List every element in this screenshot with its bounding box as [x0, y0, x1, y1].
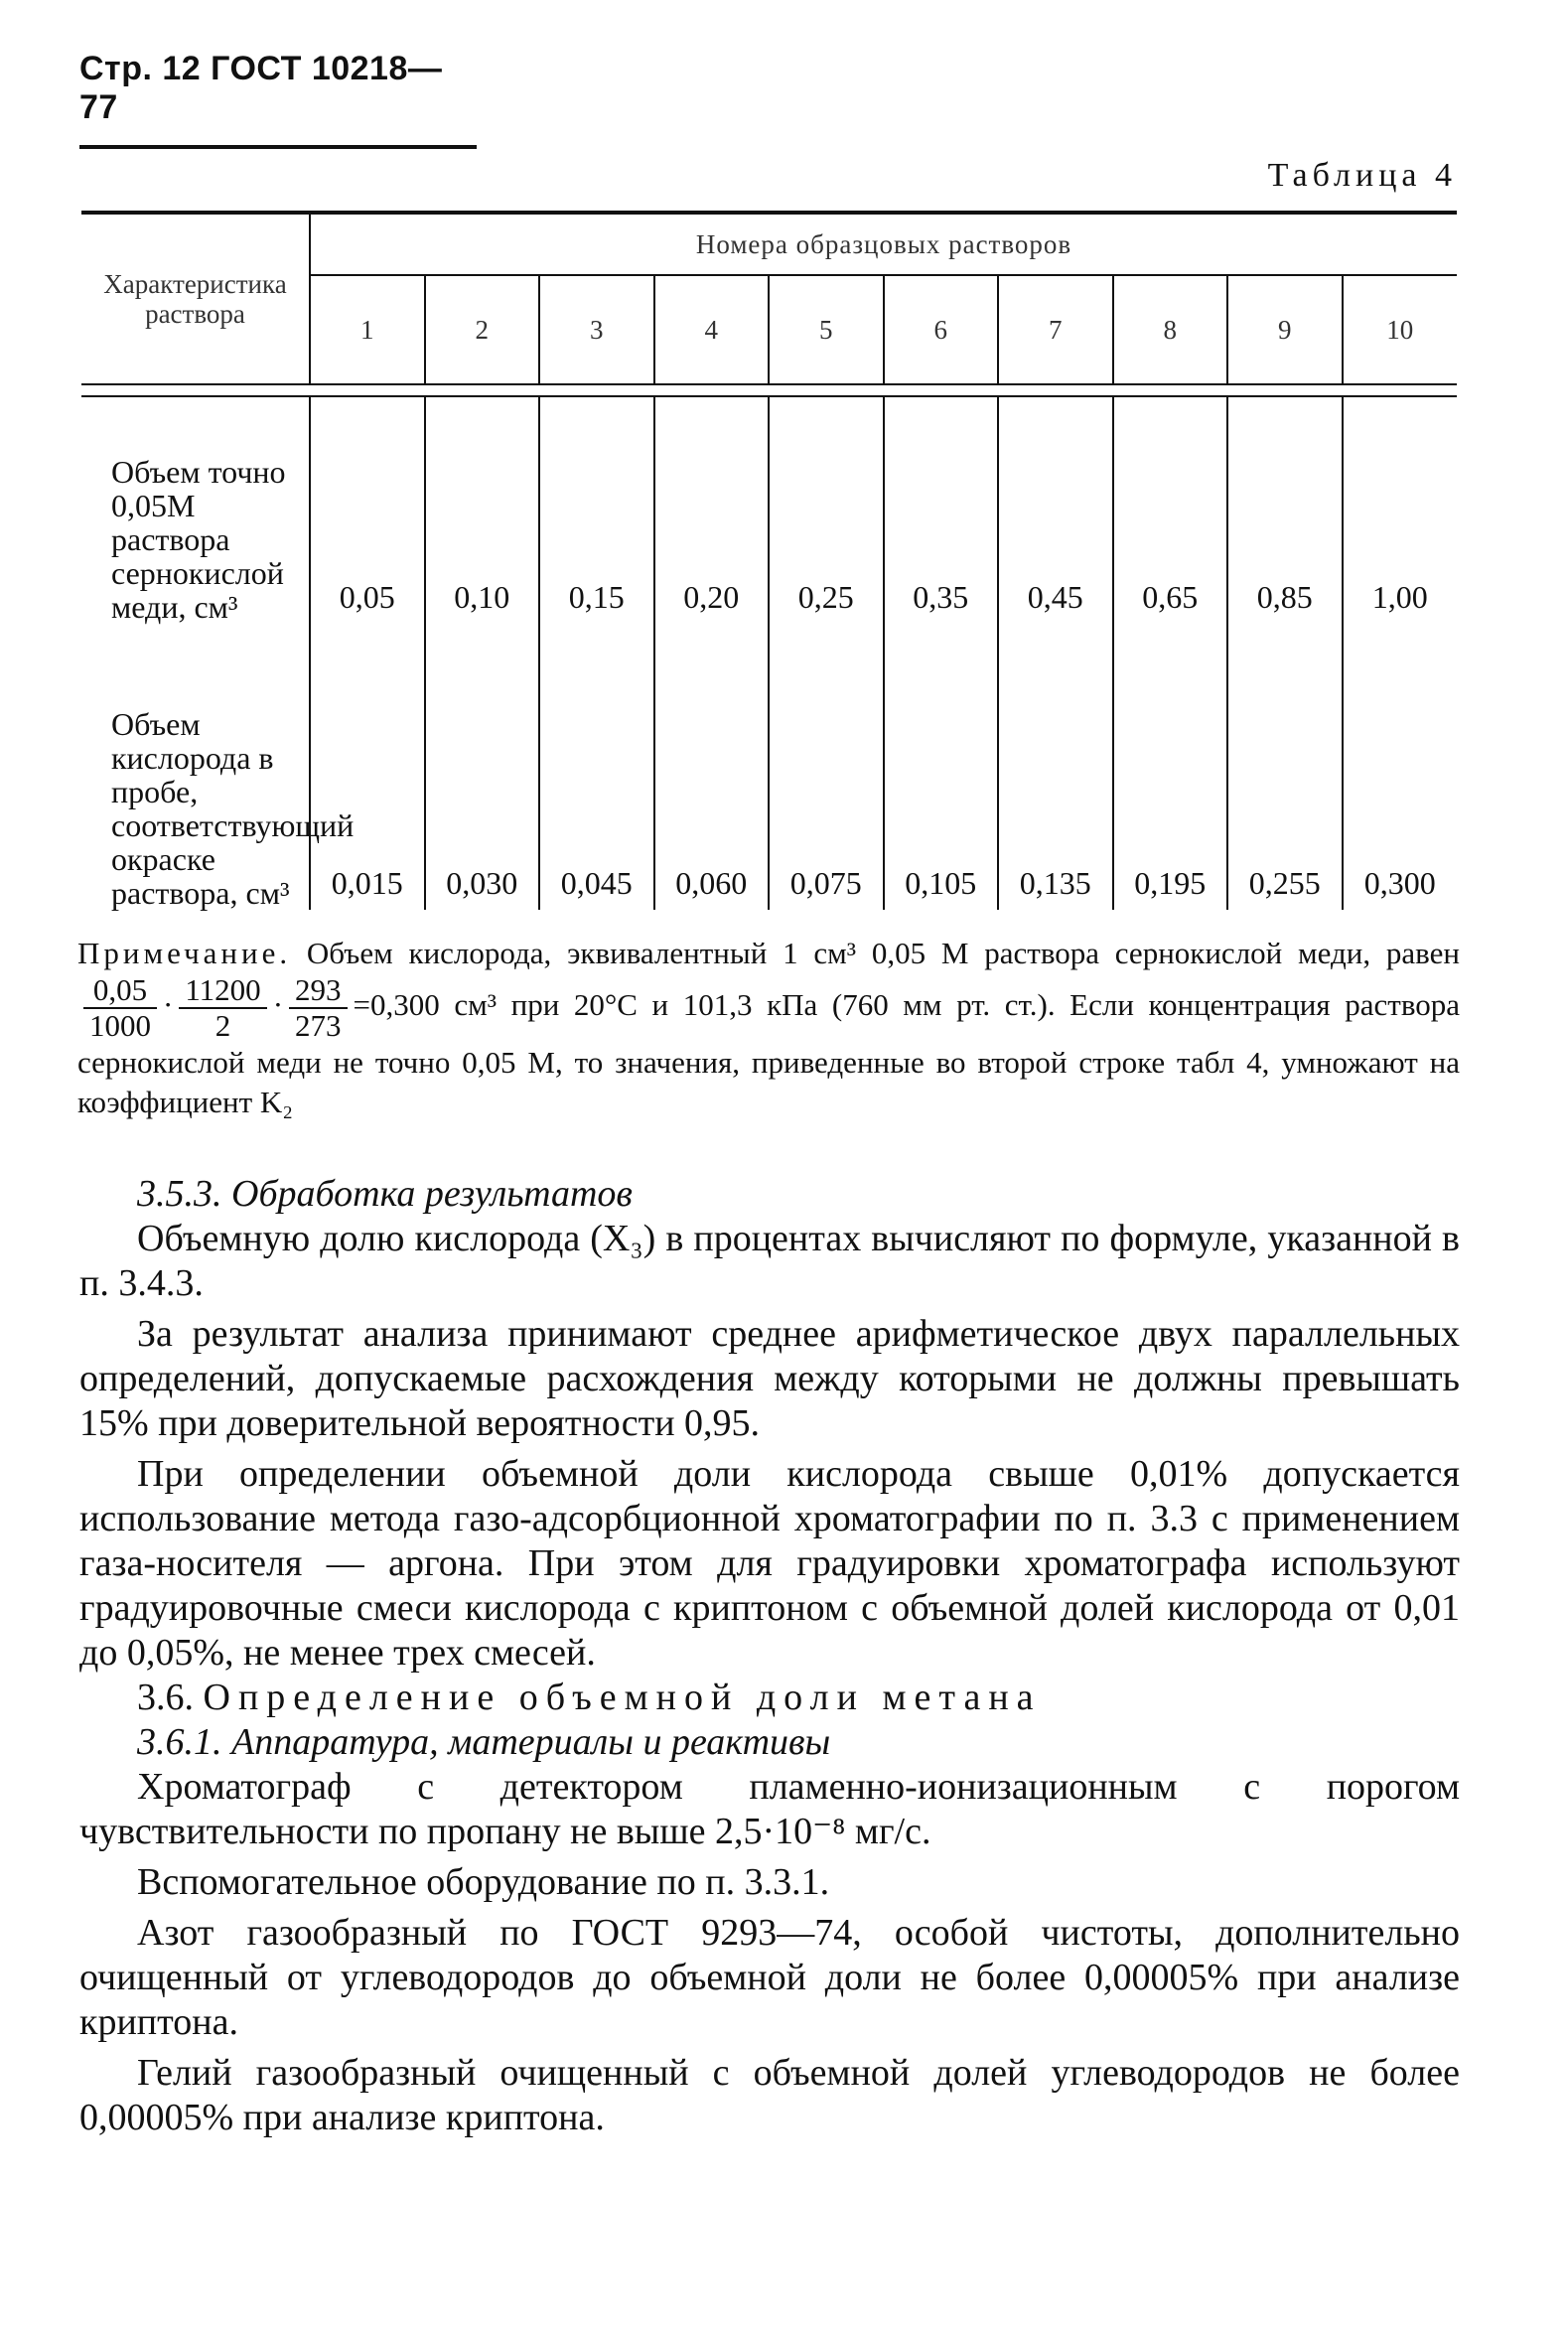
paragraph: При определении объемной доли кислорода свыше 0,01% допускается использование метода газо-адсорбционной хроматографии по п. 3.3 с применением газа-носителя — аргона. При этом для градуировки хроматографа используют градуировочные смеси кислорода с криптоном с объемной долей кислорода от 0,01 до 0,05%, не менее трех смесей. — [79, 1453, 1460, 1674]
table-4 — [81, 211, 1457, 910]
column-header: 8 — [1113, 275, 1228, 384]
column-header: 5 — [769, 275, 884, 384]
paragraph: Азот газообразный по ГОСТ 9293—74, особой чистоты, дополнительно очищенный от углеводородов до объемной доли не более 0,00005% при анализе криптона. — [79, 1912, 1460, 2043]
header-double-rule — [81, 384, 1457, 396]
column-header: 6 — [884, 275, 999, 384]
column-header: 9 — [1227, 275, 1343, 384]
page-header-text: Стр. 12 ГОСТ 10218—77 — [79, 50, 443, 126]
section-3-6-title: 3.6. Определение объемной доли метана — [137, 1677, 1042, 1718]
table-cell: 1,00 — [1371, 579, 1428, 615]
table-cell: 0,15 — [539, 396, 654, 624]
row-label: Объем кислорода в пробе, соответствующий окраске раствора, см³ — [81, 624, 310, 910]
table-cell: 0,195 — [1113, 624, 1228, 910]
table-cell: 0,35 — [884, 396, 999, 624]
note-lead: Примечание. — [77, 936, 292, 970]
table-cell: 0,300 — [1363, 865, 1436, 901]
fraction: $\frac{11200}{2}$ — [179, 973, 266, 1043]
table-row — [81, 624, 1457, 910]
table-cell: 0,45 — [998, 396, 1113, 624]
note-text-1: Объем кислорода, эквивалентный 1 см³ 0,05 М раствора сернокислой меди, равен — [306, 936, 1460, 970]
table-cell: 0,85 — [1227, 396, 1343, 624]
table-cell: 0,075 — [769, 624, 884, 910]
table-cell: 0,25 — [769, 396, 884, 624]
column-header: 10 — [1386, 314, 1414, 345]
table-cell: 0,060 — [654, 624, 770, 910]
table-row — [81, 396, 1457, 624]
section-3-6-1-title: 3.6.1. Аппаратура, материалы и реактивы — [137, 1721, 831, 1763]
table-cell: 0,045 — [539, 624, 654, 910]
column-header: 4 — [654, 275, 770, 384]
group-header: Номера образцовых растворов — [310, 213, 1457, 275]
char-header: Характеристика раствора — [81, 213, 310, 384]
table-cell: 0,030 — [425, 624, 540, 910]
page-header — [79, 50, 477, 149]
column-header: 1 — [310, 275, 425, 384]
table-cell: 0,05 — [310, 396, 425, 624]
paragraph: Объемную долю кислорода (X₃) в процентах вычисляют по формуле, указанной в п. 3.4.3. — [79, 1218, 1460, 1304]
table-note: Примечание. Объем кислорода, эквивалентный 1 см³ 0,05 М раствора сернокислой меди, равен $\frac{0,05}{1000}$ · $\frac{11200}{2}$ · $\frac{293}{273}$ =0,300 см³ при 20°С и 101,3 кПа (760 мм рт. ст.). Если концентрация раствора сернокислой меди не точно 0,05 М, то значения, приведенные во второй строке табл 4, умножают на коэффициент K₂ — [77, 936, 1460, 1119]
table-cell: 0,105 — [884, 624, 999, 910]
table-caption: Таблица 4 — [1267, 157, 1457, 194]
table-cell: 0,20 — [654, 396, 770, 624]
section-3-5-3-title: 3.5.3. Обработка результатов — [137, 1173, 633, 1215]
table-cell: 0,135 — [998, 624, 1113, 910]
table-cell: 0,10 — [425, 396, 540, 624]
fraction: $\frac{293}{273}$ — [289, 973, 348, 1043]
table-cell: 0,255 — [1227, 624, 1343, 910]
table-header-row — [81, 213, 1457, 275]
column-header: 2 — [425, 275, 540, 384]
column-header: 7 — [998, 275, 1113, 384]
fraction: $\frac{0,05}{1000}$ — [83, 973, 157, 1043]
paragraph: За результат анализа принимают среднее арифметическое двух параллельных определений, допускаемые расхождения между которыми не должны превышать 15% при доверительной вероятности 0,95. — [79, 1313, 1460, 1444]
table-cell: 0,65 — [1113, 396, 1228, 624]
data-table — [81, 211, 1457, 910]
paragraph: Вспомогательное оборудование по п. 3.3.1. — [137, 1861, 830, 1903]
paragraph: Гелий газообразный очищенный с объемной долей углеводородов не более 0,00005% при анализе криптона. — [79, 2052, 1460, 2138]
note-text-2: =0,300 см³ при 20°С и 101,3 кПа (760 мм рт. ст.). Если концентрация раствора сернокислой меди не точно 0,05 М, то значения, приведенные во второй строке табл 4, умножают на коэффициент K₂ — [77, 987, 1460, 1119]
paragraph: Хроматограф с детектором пламенно-ионизационным с порогом чувствительности по пропану не выше 2,5·10⁻⁸ мг/с. — [79, 1766, 1460, 1852]
document-body — [79, 1172, 1460, 2140]
header-rule — [79, 145, 477, 149]
table-cell: 0,015 — [310, 624, 425, 910]
row-label: Объем точно 0,05М раствора сернокислой меди, см³ — [81, 396, 310, 624]
column-header: 3 — [539, 275, 654, 384]
